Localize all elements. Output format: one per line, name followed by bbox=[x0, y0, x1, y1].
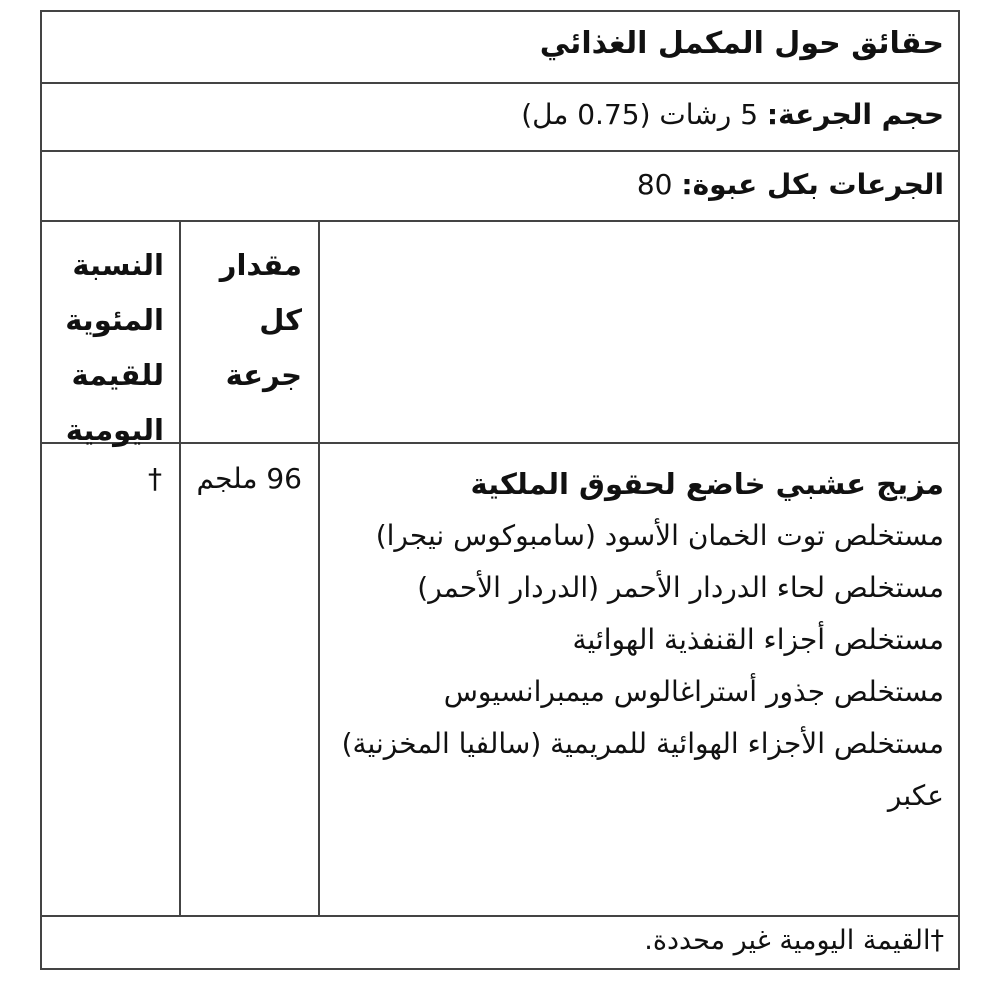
ingredient-item: عكبر bbox=[887, 779, 944, 812]
ingredient-row bbox=[42, 444, 958, 917]
amount-column-header: مقدار كل جرعة bbox=[219, 248, 302, 392]
servings-per-pack bbox=[637, 168, 944, 201]
blend-name: مزيج عشبي خاضع لحقوق الملكية bbox=[470, 467, 944, 501]
panel-title: حقائق حول المكمل الغذائي bbox=[539, 26, 944, 61]
supplement-facts-panel bbox=[40, 10, 960, 970]
column-header-row bbox=[42, 222, 958, 447]
ingredient-item: مستخلص لحاء الدردار الأحمر (الدردار الأحمر) bbox=[417, 571, 944, 604]
daily-value-column-header: النسبة المئوية للقيمة اليومية bbox=[65, 248, 164, 447]
title-row bbox=[42, 12, 958, 84]
column-divider bbox=[318, 222, 320, 442]
serving-size-row bbox=[42, 84, 958, 152]
serving-size-label: حجم الجرعة: bbox=[766, 98, 944, 131]
servings-per-pack-label: الجرعات بكل عبوة: bbox=[681, 168, 944, 201]
footnote: †القيمة اليومية غير محددة. bbox=[644, 925, 944, 956]
blend-amount: 96 ملجم bbox=[196, 462, 302, 495]
ingredient-item: مستخلص الأجزاء الهوائية للمريمية (سالفيا المخزنية) bbox=[341, 727, 944, 760]
ingredient-item: مستخلص توت الخمان الأسود (سامبوكوس نيجرا) bbox=[375, 519, 944, 552]
column-divider bbox=[318, 444, 320, 915]
servings-per-pack-row bbox=[42, 152, 958, 222]
servings-per-pack-value: 80 bbox=[636, 168, 682, 201]
blend-daily-value: † bbox=[148, 462, 162, 495]
ingredient-item: مستخلص أجزاء القنفذية الهوائية bbox=[572, 623, 944, 656]
serving-size bbox=[521, 98, 944, 131]
ingredient-list bbox=[334, 458, 944, 822]
ingredient-item: مستخلص جذور أستراغالوس ميمبرانسيوس bbox=[443, 675, 944, 708]
footnote-row bbox=[42, 917, 958, 968]
serving-size-value: 5 رشات (0.75 مل) bbox=[521, 98, 767, 131]
column-divider bbox=[179, 222, 181, 442]
column-divider bbox=[179, 444, 181, 915]
